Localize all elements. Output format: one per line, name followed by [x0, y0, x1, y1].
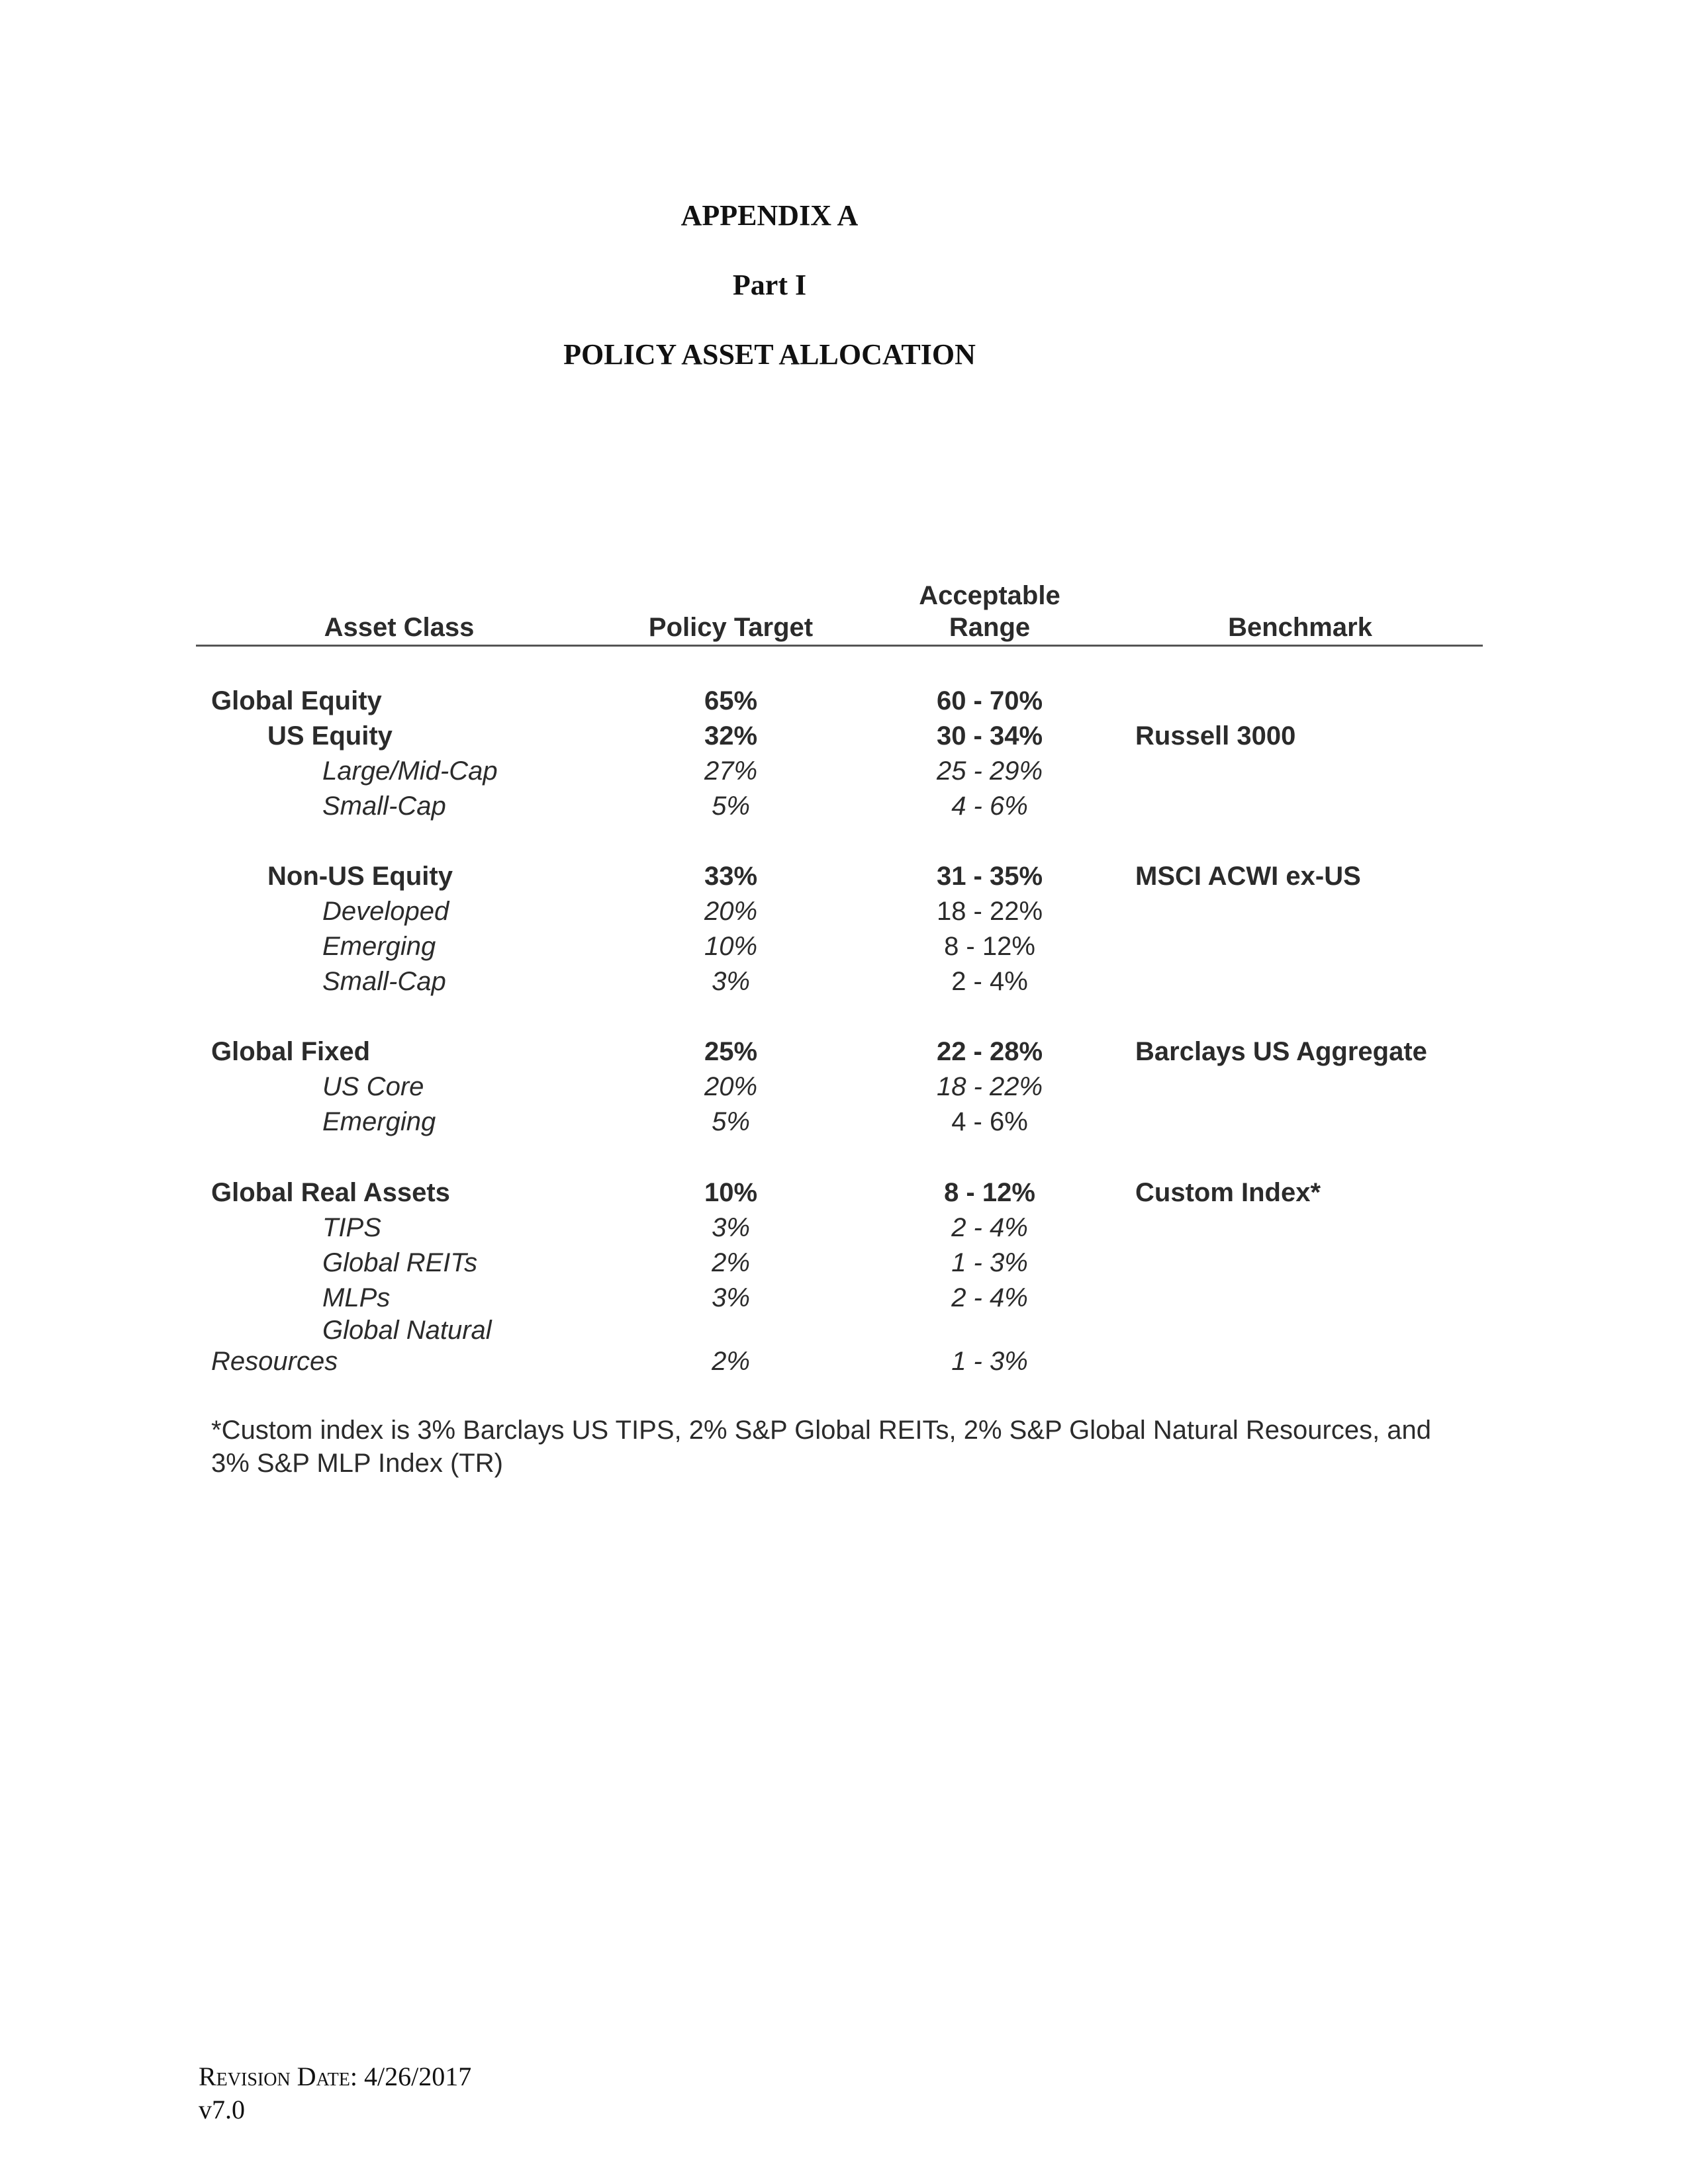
revision-label: Revision Date:	[199, 2062, 357, 2091]
policy-target: 33%	[704, 862, 758, 891]
policy-target: 3%	[712, 967, 750, 996]
benchmark: Custom Index*	[1135, 1178, 1321, 1207]
asset-class-label: Emerging	[322, 932, 436, 961]
policy-target: 3%	[712, 1283, 750, 1312]
table-row	[0, 964, 1688, 999]
table-row	[0, 1313, 1688, 1348]
asset-class-label-line1: Global Natural	[322, 1316, 492, 1345]
acceptable-range: 25 - 29%	[936, 756, 1043, 786]
revision-date-line	[199, 2061, 471, 2093]
asset-class-label: Non-US Equity	[267, 862, 453, 891]
asset-class-label: TIPS	[322, 1213, 381, 1242]
acceptable-range: 30 - 34%	[936, 721, 1043, 751]
acceptable-range: 2 - 4%	[951, 1213, 1028, 1242]
policy-target: 32%	[704, 721, 758, 751]
acceptable-range: 4 - 6%	[951, 792, 1028, 821]
table-row	[0, 929, 1688, 964]
asset-class-label: Global Fixed	[211, 1037, 371, 1066]
acceptable-range: 22 - 28%	[936, 1037, 1043, 1066]
acceptable-range: 31 - 35%	[936, 862, 1043, 891]
policy-target: 10%	[704, 932, 758, 961]
policy-target: 10%	[704, 1178, 758, 1207]
acceptable-range: 60 - 70%	[936, 686, 1043, 715]
col-header-range-line1: Acceptable	[919, 581, 1060, 610]
section-title: POLICY ASSET ALLOCATION	[563, 338, 976, 371]
asset-class-label: US Core	[322, 1072, 424, 1101]
header-rule	[196, 645, 1483, 647]
policy-target: 5%	[712, 792, 750, 821]
acceptable-range: 18 - 22%	[936, 897, 1043, 926]
revision-date: 4/26/2017	[364, 2062, 472, 2091]
version-label: v7.0	[199, 2095, 245, 2124]
table-row	[0, 1210, 1688, 1246]
table-row	[0, 684, 1688, 719]
asset-class-label: Global Real Assets	[211, 1178, 450, 1207]
asset-class-label: Emerging	[322, 1107, 436, 1136]
asset-class-label: Developed	[322, 897, 449, 926]
policy-target: 20%	[704, 897, 758, 926]
table-row	[0, 719, 1688, 754]
acceptable-range: 2 - 4%	[951, 967, 1028, 996]
policy-target: 65%	[704, 686, 758, 715]
table-row	[0, 1246, 1688, 1281]
acceptable-range: 18 - 22%	[936, 1072, 1043, 1101]
acceptable-range: 2 - 4%	[951, 1283, 1028, 1312]
acceptable-range: 8 - 12%	[944, 932, 1035, 961]
table-row	[0, 1344, 1688, 1379]
table-row	[0, 859, 1688, 894]
policy-target: 2%	[712, 1347, 750, 1376]
policy-target: 5%	[712, 1107, 750, 1136]
policy-target: 2%	[712, 1248, 750, 1277]
policy-target: 20%	[704, 1072, 758, 1101]
table-row	[0, 754, 1688, 789]
table-row	[0, 1175, 1688, 1210]
policy-target: 27%	[704, 756, 758, 786]
asset-class-label: Large/Mid-Cap	[322, 756, 498, 786]
policy-target: 25%	[704, 1037, 758, 1066]
col-header-asset-class: Asset Class	[324, 613, 475, 642]
benchmark: MSCI ACWI ex-US	[1135, 862, 1361, 891]
asset-class-label: Small-Cap	[322, 792, 446, 821]
table-row	[0, 1069, 1688, 1105]
col-header-range-line2: Range	[949, 613, 1031, 642]
asset-class-label-line2: Resources	[211, 1347, 338, 1376]
table-row	[0, 1034, 1688, 1069]
table-row	[0, 1281, 1688, 1316]
asset-class-label: Global Equity	[211, 686, 382, 715]
acceptable-range: 8 - 12%	[944, 1178, 1035, 1207]
table-row	[0, 789, 1688, 824]
asset-class-label: Small-Cap	[322, 967, 446, 996]
benchmark: Russell 3000	[1135, 721, 1296, 751]
acceptable-range: 4 - 6%	[951, 1107, 1028, 1136]
acceptable-range: 1 - 3%	[951, 1248, 1028, 1277]
col-header-benchmark: Benchmark	[1228, 613, 1372, 642]
benchmark: Barclays US Aggregate	[1135, 1037, 1427, 1066]
table-row	[0, 1105, 1688, 1140]
appendix-title: APPENDIX A	[680, 199, 859, 232]
col-header-policy-target: Policy Target	[648, 613, 814, 642]
asset-class-label: Global REITs	[322, 1248, 478, 1277]
table-row	[0, 894, 1688, 929]
asset-class-label: MLPs	[322, 1283, 391, 1312]
acceptable-range: 1 - 3%	[951, 1347, 1028, 1376]
asset-class-label: US Equity	[267, 721, 393, 751]
custom-index-footnote: *Custom index is 3% Barclays US TIPS, 2% S&P Global REITs, 2% S&P Global Natural Resources, and 3% S&P MLP Index (TR)	[211, 1416, 1432, 1478]
part-title: Part I	[732, 269, 807, 301]
policy-target: 3%	[712, 1213, 750, 1242]
